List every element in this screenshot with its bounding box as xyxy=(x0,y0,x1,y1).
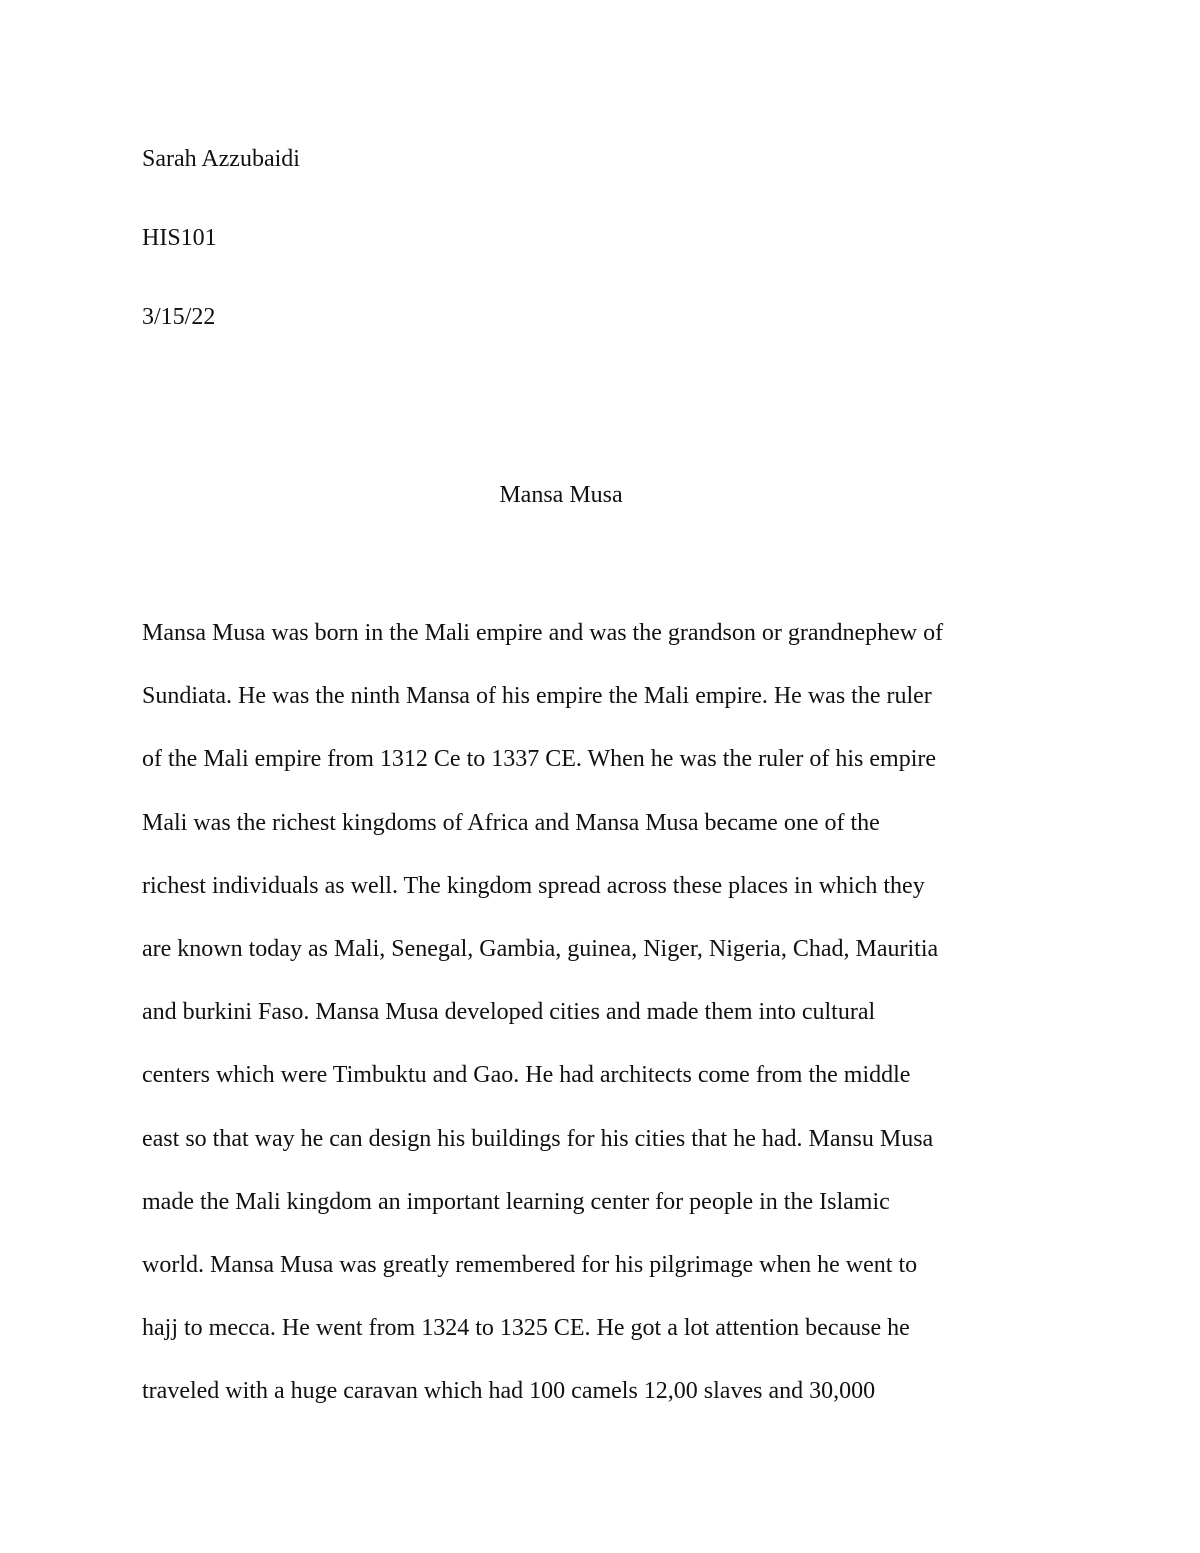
body-line: richest individuals as well. The kingdom spread across these places in which they xyxy=(142,872,925,899)
body-paragraph xyxy=(142,618,1072,1439)
document-date: 3/15/22 xyxy=(142,304,216,330)
body-line: hajj to mecca. He went from 1324 to 1325 CE. He got a lot attention because he xyxy=(142,1315,910,1342)
body-line: traveled with a huge caravan which had 100 camels 12,00 slaves and 30,000 xyxy=(142,1378,876,1405)
body-line: Sundiata. He was the ninth Mansa of his empire the Mali empire. He was the ruler xyxy=(142,683,932,710)
body-line: world. Mansa Musa was greatly remembered for his pilgrimage when he went to xyxy=(142,1251,918,1278)
body-line: are known today as Mali, Senegal, Gambia, guinea, Niger, Nigeria, Chad, Mauritia xyxy=(142,935,939,962)
body-line: east so that way he can design his buildings for his cities that he had. Mansu Musa xyxy=(142,1125,934,1152)
body-line: centers which were Timbuktu and Gao. He had architects come from the middle xyxy=(142,1062,911,1089)
document-title: Mansa Musa xyxy=(499,482,623,508)
body-line: and burkini Faso. Mansa Musa developed cities and made them into cultural xyxy=(142,999,876,1026)
body-line: of the Mali empire from 1312 Ce to 1337 CE. When he was the ruler of his empire xyxy=(142,746,937,773)
body-line: made the Mali kingdom an important learning center for people in the Islamic xyxy=(142,1188,890,1215)
author-name: Sarah Azzubaidi xyxy=(142,146,300,172)
body-line: Mali was the richest kingdoms of Africa and Mansa Musa became one of the xyxy=(142,809,880,836)
body-line: Mansa Musa was born in the Mali empire and was the grandson or grandnephew of xyxy=(142,620,944,646)
course-code: HIS101 xyxy=(142,225,217,251)
